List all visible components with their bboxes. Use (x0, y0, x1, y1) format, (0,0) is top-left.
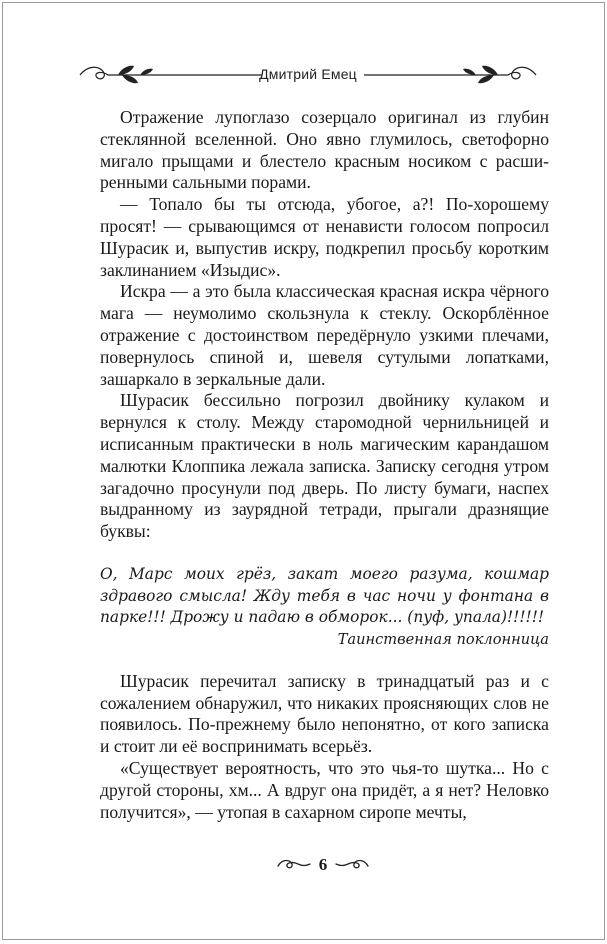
running-header (78, 57, 538, 91)
paragraph: Отражение лупоглазо созерцало оригинал из глубин стеклянной вселенной. Оно явно глумилось, светофорно мигало прыщами и блестело красным носиком с расширенными сальными порами. (100, 107, 549, 193)
page-footer (268, 849, 378, 879)
paragraph: «Существует вероятность, что это чья-то шутка... Но с другой стороны, хм... А вдруг она придёт, а я нет? Неловко получится», — утопая в сахарном сиропе мечты, (100, 757, 549, 822)
paragraph: Искра — а это была классическая красная искра чёрного мага — неумолимо скользнула к стеклу. Оскорблённое отражение с достоинством передёрнуло узкими плечами, повернулось спиной и, шевеля сутулыми лопатками, зашаркало в зеркальные дали. (100, 281, 549, 389)
dialogue-text: — Топало бы ты отсюда, убогое, а?! По-хорошему просят! — срывающимся от ненависти голосом попросил Шурасик и, выпустив искру, подкрепил просьбу коротким заклинанием «Изыдис». (100, 194, 549, 280)
book-page (2, 2, 605, 940)
note-text: О, Марс моих грёз, закат моего разума, кошмар здравого смысла! Жду тебя в час ночи у фонтана в парке!!! Дрожу и падаю в обморок... (пуф, упала)!!!!!! (100, 564, 549, 627)
paragraph: Шурасик перечитал записку в тринадцатый раз и с сожалением обнаружил, что никаких проясняющих слов не появилось. По-прежнему было непонятно, от кого записка и стоит ли её воспринимать всерьёз. (100, 670, 549, 757)
paragraph (100, 194, 549, 281)
author-name: Дмитрий Емец (259, 66, 357, 82)
paragraph: Шурасик бессильно погрозил двойнику кулаком и вернулся к столу. Между старомодной чернильницей и исписанным практически в ноль магическим карандашом малютки Клоппика лежала записка. Записку сегодня утром загадочно просунули под дверь. По листу бумаги, наспех выдранному из заурядной тетради, прыгали дразнящие буквы: (100, 390, 549, 542)
page-number: 6 (318, 855, 328, 874)
note-signature: Таинственная поклонница (337, 630, 549, 648)
page-body (100, 107, 549, 823)
